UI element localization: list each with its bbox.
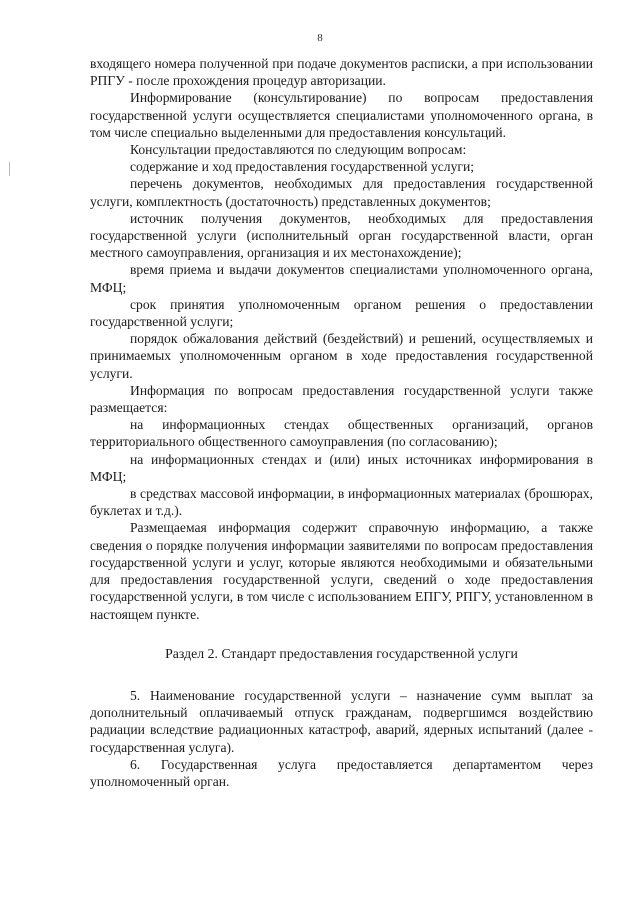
paragraph-14: Размещаемая информация содержит справочную информацию, а также сведения о порядке получения информации заявителями по вопросам предоставления государственной услуги и услуг, которые являются необходимыми и обязательными для предоставления государственной услуги, сведений о ходе предоставления государственной услуги, в том числе с использованием ЕПГУ, РПГУ, установленном в настоящем пункте. bbox=[90, 520, 593, 622]
numbered-paragraph-5: 5. Наименование государственной услуги – назначение сумм выплат за дополнительный оплачиваемый отпуск гражданам, подвергшимся воздействию радиации вследствие радиационных катастроф, аварий, ядерных испытаний (далее - государственная услуга). bbox=[90, 687, 593, 755]
paragraph-7: время приема и выдачи документов специалистами уполномоченного органа, МФЦ; bbox=[90, 262, 593, 295]
margin-mark bbox=[9, 162, 10, 176]
paragraph-6: источник получения документов, необходимых для предоставления государственной услуги (исполнительный орган государственной власти, орган местного самоуправления, организация и их местонахождение); bbox=[90, 210, 593, 261]
paragraph-11: на информационных стендах общественных организаций, органов территориального общественного самоуправления (по согласованию); bbox=[90, 417, 593, 450]
paragraph-9: порядок обжалования действий (бездействий) и решений, осуществляемых и принимаемых уполномоченным органом в ходе предоставления государственной услуги. bbox=[90, 331, 593, 381]
page-number: 8 bbox=[317, 32, 323, 44]
paragraph-13: в средствах массовой информации, в информационных материалах (брошюрах, буклетах и т.д.). bbox=[90, 486, 593, 519]
document-body bbox=[90, 55, 593, 790]
numbered-paragraph-6: 6. Государственная услуга предоставляется департаментом через уполномоченный орган. bbox=[90, 756, 593, 789]
paragraph-12: на информационных стендах и (или) иных источниках информирования в МФЦ; bbox=[90, 451, 593, 484]
paragraph-5: перечень документов, необходимых для предоставления государственной услуги, комплектность (достаточность) представленных документов; bbox=[90, 176, 593, 209]
paragraph-1: входящего номера полученной при подаче документов расписки, а при использовании РПГУ - после прохождения процедур авторизации. bbox=[90, 56, 593, 89]
paragraph-10: Информация по вопросам предоставления государственной услуги также размещается: bbox=[90, 382, 593, 416]
section-heading: Раздел 2. Стандарт предоставления государственной услуги bbox=[165, 645, 518, 661]
paragraph-2: Информирование (консультирование) по вопросам предоставления государственной услуги осуществляется специалистами уполномоченного органа, в том числе специально выделенными для предоставления консультаций. bbox=[90, 90, 593, 140]
paragraph-8: срок принятия уполномоченным органом решения о предоставлении государственной услуги; bbox=[90, 296, 593, 330]
paragraph-3: Консультации предоставляются по следующим вопросам: bbox=[130, 142, 467, 158]
paragraph-4: содержание и ход предоставления государственной услуги; bbox=[130, 159, 474, 175]
